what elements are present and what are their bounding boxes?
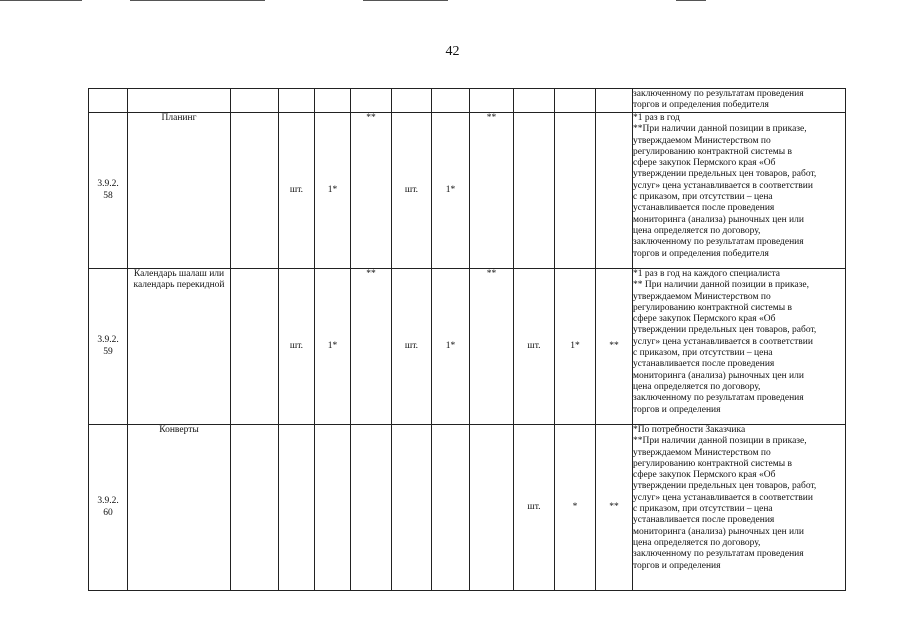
price-cell <box>351 425 392 591</box>
unit-cell <box>514 113 555 269</box>
page-number: 42 <box>445 44 460 59</box>
price-cell <box>596 113 633 269</box>
quantity-cell <box>432 425 470 591</box>
table-row <box>89 425 846 591</box>
note-cell: *По потребности Заказчика **При наличии данной позиции в приказе, утверждаемом Министерством по регулированию контрактной системы в сфере закупок Пермского края «Об утверждении предельных цен товаров, работ, услуг» цена устанавливается в соответствии с приказом, при отсутствии – цена устанавливается после проведения мониторинга (анализа) рыночных цен или цена определяется по договору, заключенному по результатам проведения торгов и определения <box>633 425 846 591</box>
quantity-cell: 1* <box>555 269 596 425</box>
quantity-cell: 1* <box>315 113 351 269</box>
quantity-cell: * <box>555 425 596 591</box>
unit-cell: шт. <box>514 269 555 425</box>
unit-cell: шт. <box>392 269 432 425</box>
cell <box>231 269 279 425</box>
row-number: 3.9.2. 59 <box>89 269 128 425</box>
item-name: Планинг <box>128 113 231 269</box>
equipment-norms-table <box>88 88 846 591</box>
unit-cell <box>392 425 432 591</box>
quantity-cell <box>315 425 351 591</box>
unit-cell <box>279 425 315 591</box>
quantity-cell: 1* <box>432 113 470 269</box>
table-row <box>89 269 846 425</box>
cell <box>231 425 279 591</box>
price-cell: ** <box>470 113 514 269</box>
top-border-line <box>0 0 82 1</box>
item-name: Конверты <box>128 425 231 591</box>
unit-cell: шт. <box>514 425 555 591</box>
top-border-line <box>130 0 265 1</box>
row-number: 3.9.2. 60 <box>89 425 128 591</box>
top-border-line <box>676 0 706 1</box>
table-row <box>89 113 846 269</box>
continuation-row <box>89 89 846 113</box>
unit-cell: шт. <box>392 113 432 269</box>
note-cell: *1 раз в год на каждого специалиста ** При наличии данной позиции в приказе, утверждаемом Министерством по регулированию контрактной системы в сфере закупок Пермского края «Об утверждении предельных цен товаров, работ, услуг» цена устанавливается в соответствии с приказом, при отсутствии – цена устанавливается после проведения мониторинга (анализа) рыночных цен или цена определяется по договору, заключенному по результатам проведения торгов и определения <box>633 269 846 425</box>
unit-cell: шт. <box>279 113 315 269</box>
price-cell: ** <box>351 113 392 269</box>
continuation-note-cell: заключенному по результатам проведения торгов и определения победителя <box>633 89 846 113</box>
price-cell: ** <box>470 269 514 425</box>
quantity-cell <box>555 113 596 269</box>
unit-cell: шт. <box>279 269 315 425</box>
cell <box>231 113 279 269</box>
item-name: Календарь шалаш или календарь перекидной <box>128 269 231 425</box>
note-cell: *1 раз в год **При наличии данной позиции в приказе, утверждаемом Министерством по регулированию контрактной системы в сфере закупок Пермского края «Об утверждении предельных цен товаров, работ, услуг» цена устанавливается в соответствии с приказом, при отсутствии – цена устанавливается после проведения мониторинга (анализа) рыночных цен или цена определяется по договору, заключенному по результатам проведения торгов и определения победителя <box>633 113 846 269</box>
quantity-cell: 1* <box>432 269 470 425</box>
price-cell <box>470 425 514 591</box>
price-cell: ** <box>351 269 392 425</box>
top-border-line <box>363 0 448 1</box>
row-number: 3.9.2. 58 <box>89 113 128 269</box>
price-cell: ** <box>596 269 633 425</box>
price-cell: ** <box>596 425 633 591</box>
quantity-cell: 1* <box>315 269 351 425</box>
